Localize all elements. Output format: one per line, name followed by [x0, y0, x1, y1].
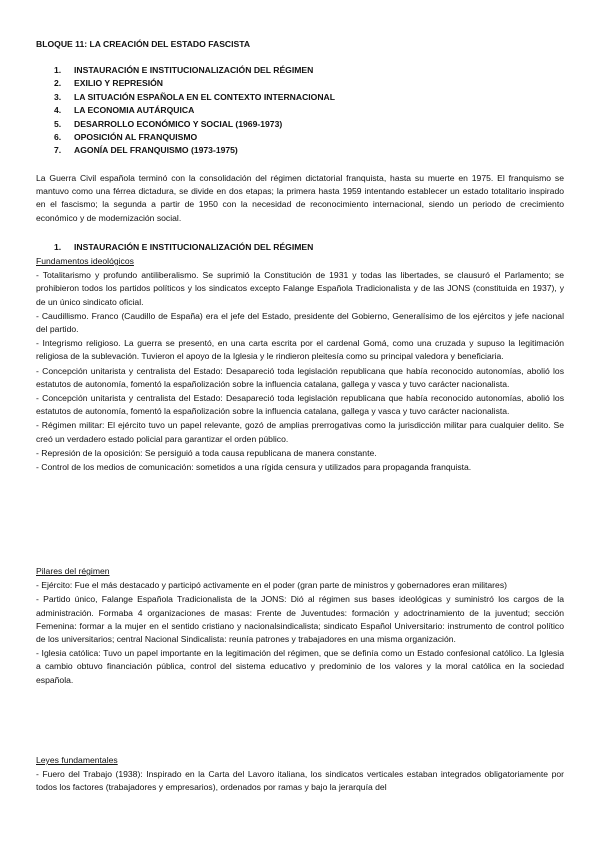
toc-item: 5. DESARROLLO ECONÓMICO Y SOCIAL (1969-1973) [54, 118, 283, 129]
toc-item: 4. LA ECONOMIA AUTÁRQUICA [54, 105, 195, 116]
list-item: - Control de los medios de comunicación: sometidos a una rígida censura y utilizados para propaganda franquista. [36, 462, 472, 473]
section-heading: 1. INSTAURACIÓN E INSTITUCIONALIZACIÓN DEL RÉGIMEN [54, 242, 314, 252]
document-title: BLOQUE 11: LA CREACIÓN DEL ESTADO FASCISTA [36, 39, 251, 49]
leyes-section [36, 754, 564, 796]
subsection-heading: Fundamentos ideológicos [36, 256, 134, 266]
list-item: - Partido único, Falange Española Tradicionalista de la JONS: Dió al régimen sus bases ideológicas y suministró los cargos de la administración. Formaba 4 organizaciones de masas: Frente de Juventudes: formación y adoctrinamiento de la juventud; sección Femenina: formar a la mujer en el sentido cristiano y nacionalsindicalista; sindicato Español Universitario: instrumento de control político de los universitarios; central Nacional Sindicalista: reunía patrones y trabajadores en una misma organización. [36, 594, 564, 645]
list-item: - Totalitarismo y profundo antiliberalismo. Se suprimió la Constitución de 1931 y todas las libertades, se clausuró el Parlamento; se prohibieron todos los partidos políticos y los sindicatos excepto Falange Española Tradicionalista y de las JONS (constituida en 1937), y de un único sindicato oficial. [36, 270, 564, 307]
list-item: - Caudillismo. Franco (Caudillo de España) era el jefe del Estado, presidente del Gobierno, Generalísimo de los ejércitos y jefe nacional del partido. [36, 310, 564, 335]
toc-item: 3. LA SITUACIÓN ESPAÑOLA EN EL CONTEXTO INTERNACIONAL [54, 91, 336, 102]
list-item: - Régimen militar: El ejército tuvo un papel relevante, gozó de amplias prerrogativas como la jurisdicción militar para cualquier delito. Se creó un verdadero estado policial para garantizar el orden público. [36, 420, 564, 444]
pilares-section [36, 565, 564, 688]
list-item: - Represión de la oposición: Se persiguió a toda causa republicana de manera constante. [36, 447, 377, 458]
subsection-heading: Leyes fundamentales [36, 755, 118, 765]
list-item: - Integrismo religioso. La guerra se presentó, en una carta escrita por el cardenal Gomá, como una cruzada y supuso la legitimación religiosa de la sublevación. Tuvieron el apoyo de la Iglesia y le rindieron pleitesía como su principal valedora y beneficiaria. [36, 338, 564, 362]
fundamentos-section [36, 255, 564, 475]
table-of-contents [54, 64, 335, 158]
list-item: - Ejército: Fue el más destacado y participó activamente en el poder (gran parte de ministros y gobernadores eran militares) [36, 580, 507, 591]
toc-item: 6. OPOSICIÓN AL FRANQUISMO [54, 132, 198, 143]
list-item: - Concepción unitarista y centralista del Estado: Desapareció toda legislación republicana que había reconocido autonomías, abolió los estatutos de autonomía, fomentó la españolización sobre la influencia catalana, gallega y vasca y tuvo carácter nacionalista. [36, 365, 564, 389]
subsection-heading: Pilares del régimen [36, 566, 110, 576]
toc-item: 1. INSTAURACIÓN E INSTITUCIONALIZACIÓN DEL RÉGIMEN [54, 65, 314, 75]
list-item: - Iglesia católica: Tuvo un papel importante en la legitimación del régimen, que se definía como un Estado confesional católico. La Iglesia a cambio obtuvo financiación pública, control del sistema educativo y predominio de los valores y la moral católica en la sociedad española. [36, 648, 564, 685]
list-item: - Fuero del Trabajo (1938): Inspirado en la Carta del Lavoro italiana, los sindicatos verticales estaban integrados obligatoriamente por todos los factores (trabajadores y empresarios), ordenados por ramas y bajo la jerarquía del [36, 769, 564, 793]
toc-item: 2. EXILIO Y REPRESIÓN [54, 78, 163, 89]
toc-item: 7. AGONÍA DEL FRANQUISMO (1973-1975) [54, 145, 238, 156]
list-item: - Concepción unitarista y centralista del Estado: Desapareció toda legislación republicana que había reconocido autonomías, abolió los estatutos de autonomía, fomentó la españolización sobre la influencia catalana, gallega y vasca y tuvo carácter nacionalista. [36, 393, 564, 417]
intro-paragraph: La Guerra Civil española terminó con la consolidación del régimen dictatorial franquista, hasta su muerte en 1975. El franquismo se mantuvo como una férrea dictadura, se divide en dos etapas; la primera hasta 1959 intentando establecer un estado totalitario inspirado en el fascismo; la segunda a partir de 1950 con la necesidad de reconocimiento internacional, siendo un periodo de crecimiento económico y de modernización social. [36, 173, 564, 223]
